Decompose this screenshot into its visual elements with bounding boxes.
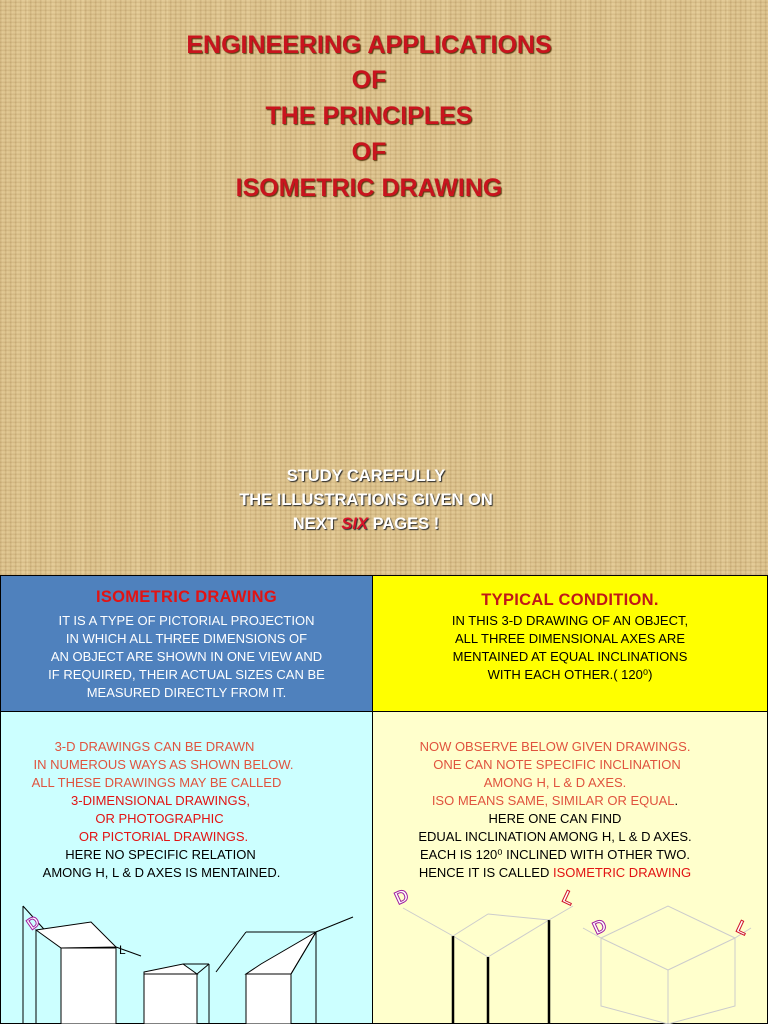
d-axis-label: D (24, 913, 44, 934)
box-2 (144, 964, 209, 1024)
threed-text-line-6: OR PICTORIAL DRAWINGS. (78, 829, 249, 844)
l-axis-label-2: L (733, 916, 752, 940)
observe-text-line-1: NOW OBSERVE BELOW GIVEN DRAWINGS. (419, 739, 691, 754)
observe-text-line-2: ONE CAN NOTE SPECIFIC INCLINATION (433, 757, 681, 772)
typical-text-line-1: IN THIS 3-D DRAWING OF AN OBJECT, (451, 613, 689, 628)
threed-text-line-4: 3-DIMENSIONAL DRAWINGS, (71, 793, 250, 808)
l-axis-label-1: L (559, 886, 578, 910)
typical-text-line-2: ALL THREE DIMENSIONAL AXES ARE (455, 631, 685, 646)
typical-text-line-3: MENTAINED AT EQUAL INCLINATIONS (452, 649, 688, 664)
d-axis-label-2: D (589, 914, 610, 939)
l-axis-label: L (119, 943, 126, 957)
observe-text-line-5: HERE ONE CAN FIND (488, 811, 622, 826)
threed-text-line-5: OR PHOTOGRAPHIC (95, 811, 224, 826)
iso-text-line-5: MEASURED DIRECTLY FROM IT. (86, 685, 287, 700)
title-line-3: THE PRINCIPLES (265, 102, 473, 130)
isometric-cubes-drawing (373, 882, 767, 1024)
title-line-4: OF (351, 138, 387, 166)
d-axis-label-1: D (391, 884, 412, 909)
title-line-1: ENGINEERING APPLICATIONS (186, 31, 552, 59)
observe-text-line-8-main: HENCE IT IS CALLED (418, 865, 553, 880)
box-3 (216, 917, 353, 1024)
three-d-drawings-panel (0, 711, 373, 1024)
observe-text-line-3: AMONG H, L & D AXES. (483, 775, 627, 790)
isometric-heading: ISOMETRIC DRAWING (95, 588, 278, 606)
observe-text-line-4-main: ISO MEANS SAME, SIMILAR OR EQUAL (431, 793, 675, 808)
study-line-3 (0, 512, 732, 536)
threed-text-line-1: 3-D DRAWINGS CAN BE DRAWN (54, 739, 255, 754)
oblique-boxes-drawing (1, 892, 372, 1024)
observe-text-line-7: EACH IS 120⁰ INCLINED WITH OTHER TWO. (419, 847, 691, 862)
typical-heading: TYPICAL CONDITION. (481, 591, 659, 609)
threed-text-line-7: HERE NO SPECIFIC RELATION (65, 847, 256, 862)
study-line-1: STUDY CAREFULLY (286, 467, 446, 485)
title-line-5: ISOMETRIC DRAWING (235, 174, 503, 202)
typical-condition-panel (372, 575, 768, 712)
observe-text-line-6: EDUAL INCLINATION AMONG H, L & D AXES. (418, 829, 692, 844)
study-line-3-emphasis: SIX (341, 515, 368, 533)
observe-drawings-panel (372, 711, 768, 1024)
iso-text-line-4: IF REQUIRED, THEIR ACTUAL SIZES CAN BE (48, 667, 325, 682)
iso-text-line-3: AN OBJECT ARE SHOWN IN ONE VIEW AND (50, 649, 323, 664)
threed-text-line-8: AMONG H, L & D AXES IS MENTAINED. (42, 865, 281, 880)
typical-text-line-4: WITH EACH OTHER.( 120⁰) (487, 667, 653, 682)
observe-text-line-4 (358, 792, 752, 810)
threed-text-line-2: IN NUMEROUS WAYS AS SHOWN BELOW. (33, 757, 294, 772)
threed-text-line-3: ALL THESE DRAWINGS MAY BE CALLED (31, 775, 282, 790)
isometric-cube-2 (583, 906, 751, 1024)
observe-text-line-4-dot: . (674, 793, 679, 808)
isometric-definition-panel (0, 575, 373, 712)
observe-text-line-8-emphasis: ISOMETRIC DRAWING (552, 865, 692, 880)
iso-text-line-1: IT IS A TYPE OF PICTORIAL PROJECTION (58, 613, 315, 628)
study-line-3-post: PAGES ! (367, 515, 440, 533)
study-line-2: THE ILLUSTRATIONS GIVEN ON (239, 491, 493, 509)
study-line-3-pre: NEXT (292, 515, 342, 533)
observe-text-line-8 (358, 864, 752, 882)
title-line-2: OF (351, 66, 387, 94)
isometric-cube-1 (403, 906, 573, 1024)
iso-text-line-2: IN WHICH ALL THREE DIMENSIONS OF (65, 631, 308, 646)
